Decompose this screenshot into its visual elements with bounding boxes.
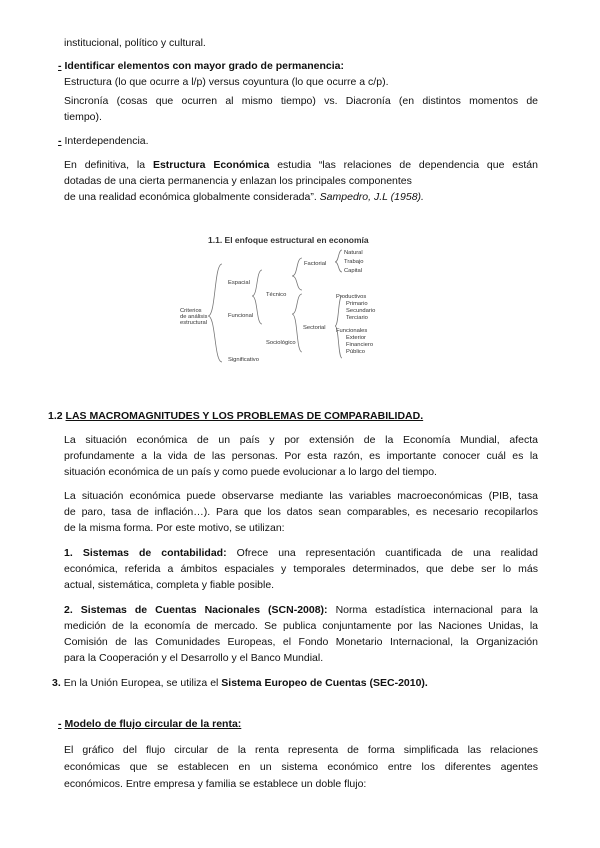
bold-term: Sistema Europeo de Cuentas (SEC-2010). [221, 677, 428, 689]
text-line-content: Norma estadística internacional para la [327, 604, 539, 616]
text-line [64, 75, 538, 90]
bullet-heading-permanence [58, 59, 538, 74]
root-label-3: estructural [180, 320, 208, 326]
leaf-terciario: Terciario [346, 315, 368, 321]
bullet-heading-text: Interdependencia. [64, 135, 149, 147]
text-line-content: La situación económica puede observarse mediante las variables macroeconómicas (PIB, tasa [64, 490, 538, 502]
text-line-content: de paro, tasa de inflación…). Para que los datos sean comparables, es necesario recopilarlos [64, 506, 538, 518]
text-line-content: La situación económica de un país y por extensión de la Economía Mundial, afecta [64, 434, 538, 446]
text-line-content: dotadas de una cierta permanencia y enlazan los principales componentes [64, 175, 412, 187]
node-funcional: Funcional [228, 313, 254, 319]
text-line-content: profundamente a la vida de las personas. Por esta razón, es importante conocer cuál es la [64, 450, 538, 462]
brace-root [208, 264, 222, 362]
text-line [64, 760, 538, 775]
section-number: 1.2 [48, 410, 63, 422]
text-line-content: de una realidad económica globalmente considerada”. [64, 191, 320, 203]
text-line-content: El gráfico del flujo circular de la renta representa de forma simplificada las relaciones [64, 744, 538, 756]
dash-marker: - [58, 135, 62, 147]
text-line-content: económicas que se establecen en un sistema económico entre los diferentes agentes [64, 761, 538, 773]
node-tecnico: Técnico [266, 292, 287, 298]
text-line [64, 449, 538, 464]
list-item-3 [52, 676, 538, 691]
subheading-modelo [58, 717, 538, 732]
text-line [64, 190, 538, 205]
text-line-content: medición de la economía de mercado. Se publica conjuntamente por las Naciones Unidas, la [64, 620, 538, 632]
text-line [64, 521, 538, 536]
brace-tecnico-top [292, 258, 302, 290]
bullet-heading-text: Identificar elementos con mayor grado de permanencia: [64, 60, 344, 72]
text-line-content: Comisión de las Comunidades Europeas, el Fondo Monetario Internacional, la Organización [64, 636, 538, 648]
node-funcionales: Funcionales [336, 328, 368, 334]
text-line-content: Sincronía (cosas que ocurren al mismo tiempo) vs. Diacronía (en distintos momentos de [64, 95, 538, 107]
bold-term: Estructura Económica [152, 159, 270, 171]
text-line [64, 743, 538, 758]
brace-sectorial [335, 296, 342, 358]
list-item-title: Sistemas de Cuentas Nacionales (SCN-2008): [80, 604, 328, 616]
leaf-capital: Capital [344, 268, 363, 274]
structural-approach-figure [170, 232, 420, 372]
list-number: 3. [52, 677, 61, 689]
section-title: LAS MACROMAGNITUDES Y LOS PROBLEMAS DE COMPARABILIDAD. [65, 410, 424, 422]
text-line [64, 489, 538, 504]
figure-title: 1.1. El enfoque estructural en economía [208, 235, 369, 245]
dash-marker: - [58, 60, 62, 72]
text-line-content: actual, sistemática, completa y fiable posible. [64, 579, 275, 591]
text-line [64, 562, 538, 577]
text-line [64, 174, 538, 189]
text-line-content: Estructura (lo que ocurre a l/p) versus coyuntura (lo que ocurre a c/p). [64, 76, 389, 88]
text-line [64, 94, 538, 109]
leaf-exterior: Exterior [346, 335, 366, 341]
brace-factorial [335, 250, 342, 272]
text-line-content: En la Unión Europea, se utiliza el [63, 677, 222, 689]
subheading-text: Modelo de flujo circular de la renta: [64, 718, 242, 730]
list-number: 1. [64, 547, 73, 559]
leaf-secundario: Secundario [346, 308, 376, 314]
leaf-trabajo: Trabajo [344, 259, 364, 265]
text-line [64, 465, 538, 480]
diagram-svg [170, 232, 420, 372]
text-line-content: estudia “las relaciones de dependencia que están [269, 159, 538, 171]
node-sectorial: Sectorial [303, 325, 326, 331]
root-label-1: Criterios [180, 308, 202, 314]
bullet-heading-interdependence [58, 134, 538, 149]
list-item-title: Sistemas de contabilidad: [82, 547, 227, 559]
text-line [64, 433, 538, 448]
leaf-financiero: Financiero [346, 342, 374, 348]
leaf-primario: Primario [346, 301, 368, 307]
text-line [64, 619, 538, 634]
text-line [64, 651, 538, 666]
text-line-content: tiempo). [64, 111, 102, 123]
text-line [64, 777, 538, 792]
text-line-content: para la Cooperación y el Desarrollo y el Banco Mundial. [64, 652, 324, 664]
node-productivos: Productivos [336, 294, 367, 300]
node-factorial: Factorial [304, 261, 327, 267]
section-heading-1-2 [48, 409, 538, 424]
leaf-natural: Natural [344, 250, 363, 256]
list-item-1 [64, 546, 538, 561]
text-line-content: Ofrece una representación cuantificada de una realidad [226, 547, 538, 559]
text-line-content: situación económica de un país y como puede evolucionar a lo largo del tiempo. [64, 466, 437, 478]
text-line-content: institucional, político y cultural. [64, 37, 206, 49]
leaf-publico: Público [346, 349, 366, 355]
node-significativo: Significativo [228, 357, 259, 363]
text-line [64, 158, 538, 173]
list-number: 2. [64, 604, 73, 616]
brace-funcional [252, 270, 262, 324]
dash-marker: - [58, 718, 62, 730]
text-line-content: económicos. Entre empresa y familia se establece un doble flujo: [64, 778, 367, 790]
text-line [64, 36, 538, 51]
node-sociologico: Sociológico [266, 340, 296, 346]
root-label-2: de análisis [180, 314, 208, 320]
text-line [64, 578, 538, 593]
list-item-2 [64, 603, 538, 618]
text-line [64, 110, 538, 125]
text-line-content: En definitiva, la [64, 159, 153, 171]
text-line-content: de la misma forma. Por este motivo, se utilizan: [64, 522, 285, 534]
node-espacial: Espacial [228, 280, 250, 286]
citation: Sampedro, J.L (1958). [319, 191, 424, 203]
text-line-content: económica, referida a ámbitos espaciales y temporales determinados, que debe ser lo más [64, 563, 538, 575]
text-line [64, 635, 538, 650]
text-line [64, 505, 538, 520]
